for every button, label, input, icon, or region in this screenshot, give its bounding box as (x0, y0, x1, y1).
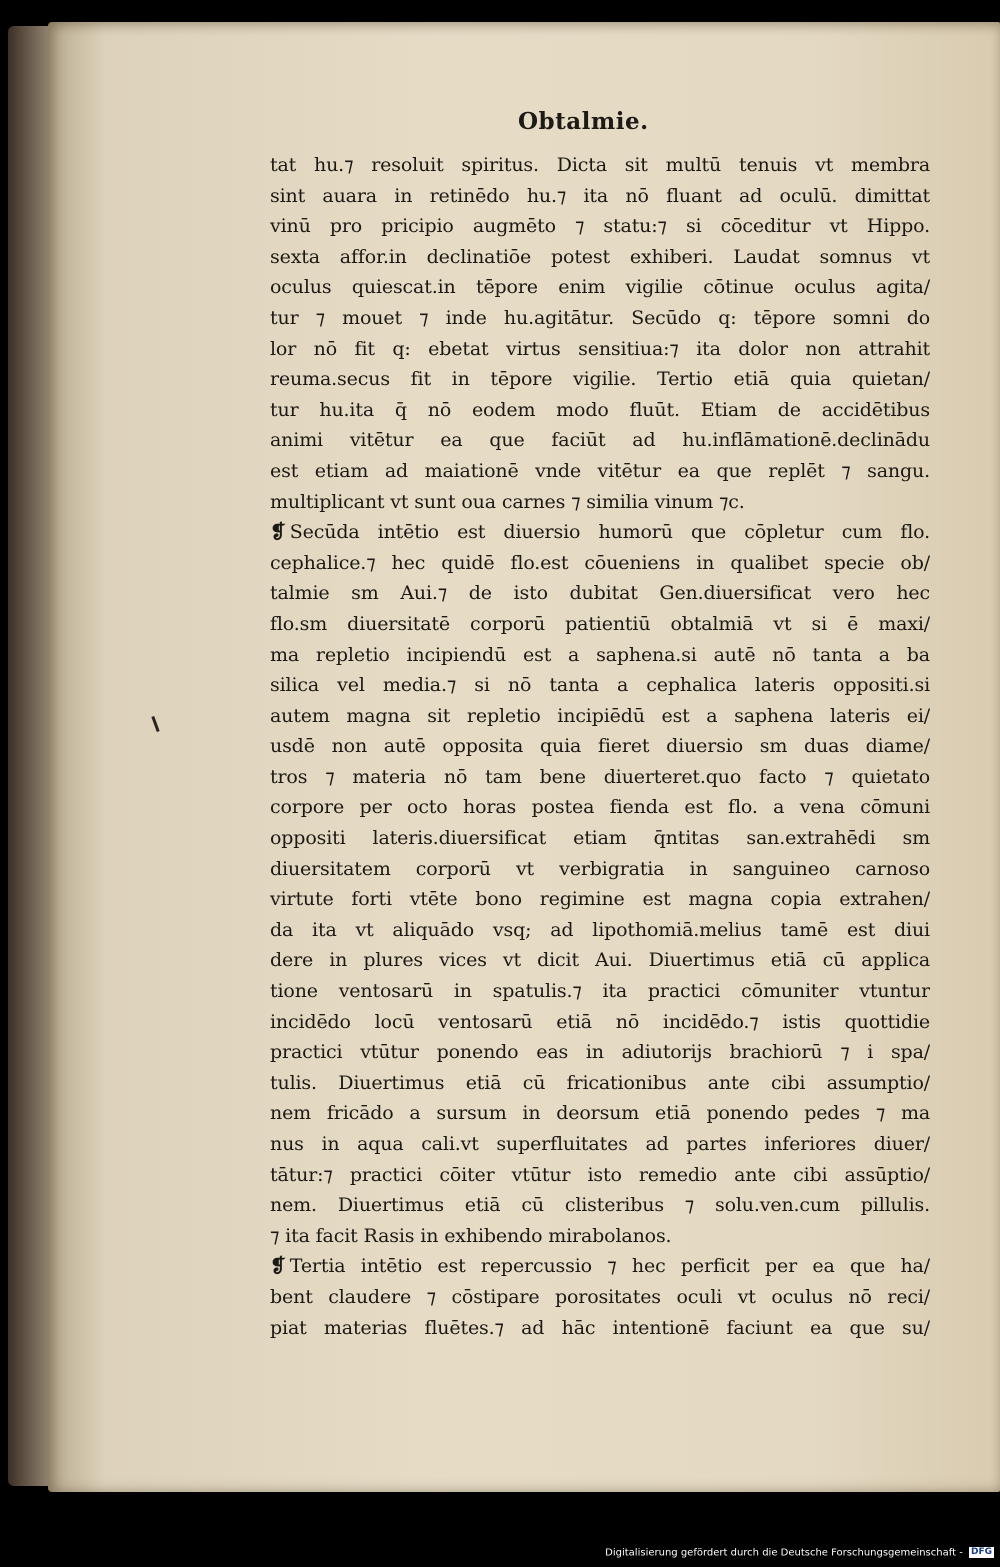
text-line: reuma.secus fit in tēpore vigilie. Tertio etiā quia quietan/ (270, 368, 930, 391)
credit-text: Digitalisierung gefördert durch die Deutsche Forschungsgemeinschaft (605, 1547, 956, 1559)
text-line: tātur:⁊ practici cōiter vtūtur isto remedio ante cibi assūptio/ (270, 1163, 930, 1186)
running-head: Obtalmie. (518, 108, 649, 135)
text-line: usdē non autē opposita quia fieret diuersio sm duas diame/ (270, 735, 930, 758)
text-line: cephalice.⁊ hec quidē flo.est cōueniens in qualibet specie ob/ (270, 551, 930, 574)
text-line: tros ⁊ materia nō tam bene diuerteret.quo facto ⁊ quietato (270, 765, 930, 788)
text-line: virtute forti vtēte bono regimine est magna copia extrahen/ (270, 888, 930, 911)
text-line: practici vtūtur ponendo eas in adiutorijs brachiorū ⁊ i spa/ (270, 1041, 930, 1064)
paragraph-mark: ❡ (270, 521, 286, 544)
text-line-content: Secūda intētio est diuersio humorū que cōpletur cum flo. (289, 521, 930, 544)
text-line: animi vitētur ea que faciūt ad hu.inflāmationē.declinādu (270, 429, 930, 452)
text-line: oppositi lateris.diuersificat etiam q̄ntitas san.extrahēdi sm (270, 827, 930, 850)
text-line: tur ⁊ mouet ⁊ inde hu.agitātur. Secūdo q: tēpore somni do (270, 306, 930, 329)
text-line: dere in plures vices vt dicit Aui. Diuertimus etiā cū applica (270, 949, 930, 972)
text-line: tur hu.ita q̄ nō eodem modo fluūt. Etiam de accidētibus (270, 398, 930, 421)
paragraph-start-line (270, 517, 930, 548)
credit-separator: - (959, 1547, 963, 1559)
text-line: nus in aqua cali.vt superfluitates ad partes inferiores diuer/ (270, 1133, 930, 1155)
text-line: silica vel media.⁊ si nō tanta a cephalica lateris oppositi.si (270, 674, 930, 697)
text-line: da ita vt aliquādo vsq; ad lipothomiā.melius tamē est diui (270, 918, 930, 941)
dfg-logo: DFG (970, 1547, 992, 1557)
digitization-credit (605, 1547, 994, 1559)
text-line: sexta affor.in declinatiōe potest exhiberi. Laudat somnus vt (270, 245, 930, 268)
text-line-content: Tertia intētio est repercussio ⁊ hec perficit per ea que ha/ (289, 1255, 930, 1278)
paragraph-mark: ❡ (270, 1255, 286, 1278)
text-line: vinū pro pricipio augmēto ⁊ statu:⁊ si cōceditur vt Hippo. (270, 215, 930, 238)
text-line: corpore per octo horas postea fienda est flo. a vena cōmuni (270, 796, 930, 819)
text-column (270, 150, 930, 1343)
text-line: ma repletio incipiendū est a saphena.si autē nō tanta a ba (270, 643, 930, 666)
text-line: nem fricādo a sursum in deorsum etiā ponendo pedes ⁊ ma (270, 1102, 930, 1125)
text-line: talmie sm Aui.⁊ de isto dubitat Gen.diuersificat vero hec (270, 582, 930, 605)
text-line: bent claudere ⁊ cōstipare porositates oculi vt oculus nō reci/ (270, 1285, 930, 1308)
text-line: autem magna sit repletio incipiēdū est a saphena lateris ei/ (270, 704, 930, 727)
text-line: ⁊ ita facit Rasis in exhibendo mirabolanos. (270, 1224, 672, 1247)
text-line: tione ventosarū in spatulis.⁊ ita practici cōmuniter vtuntur (270, 980, 930, 1003)
text-line: lor nō fit q: ebetat virtus sensitiua:⁊ ita dolor non attrahit (270, 337, 930, 360)
text-line: incidēdo locū ventosarū etiā nō incidēdo.⁊ istis quottidie (270, 1010, 930, 1033)
text-line: piat materias fluētes.⁊ ad hāc intentionē faciunt ea que su/ (270, 1316, 930, 1339)
text-line: multiplicant vt sunt oua carnes ⁊ similia vinum ⁊c. (270, 490, 745, 513)
text-line: oculus quiescat.in tēpore enim vigilie cōtinue oculus agita/ (270, 276, 930, 299)
text-line: est etiam ad maiationē vnde vitētur ea que replēt ⁊ sangu. (270, 459, 930, 482)
text-line: tulis. Diuertimus etiā cū fricationibus ante cibi assumptio/ (270, 1071, 930, 1094)
text-line: nem. Diuertimus etiā cū clisteribus ⁊ solu.ven.cum pillulis. (270, 1194, 930, 1217)
text-line: tat hu.⁊ resoluit spiritus. Dicta sit multū tenuis vt membra (270, 154, 930, 176)
text-line: sint auara in retinēdo hu.⁊ ita nō fluant ad oculū. dimittat (270, 184, 930, 207)
text-line: flo.sm diuersitatē corporū patientiū obtalmiā vt si ē maxi/ (270, 612, 930, 635)
paragraph-start-line (270, 1251, 930, 1282)
text-line: diuersitatem corporū vt verbigratia in sanguineo carnoso (270, 857, 930, 880)
